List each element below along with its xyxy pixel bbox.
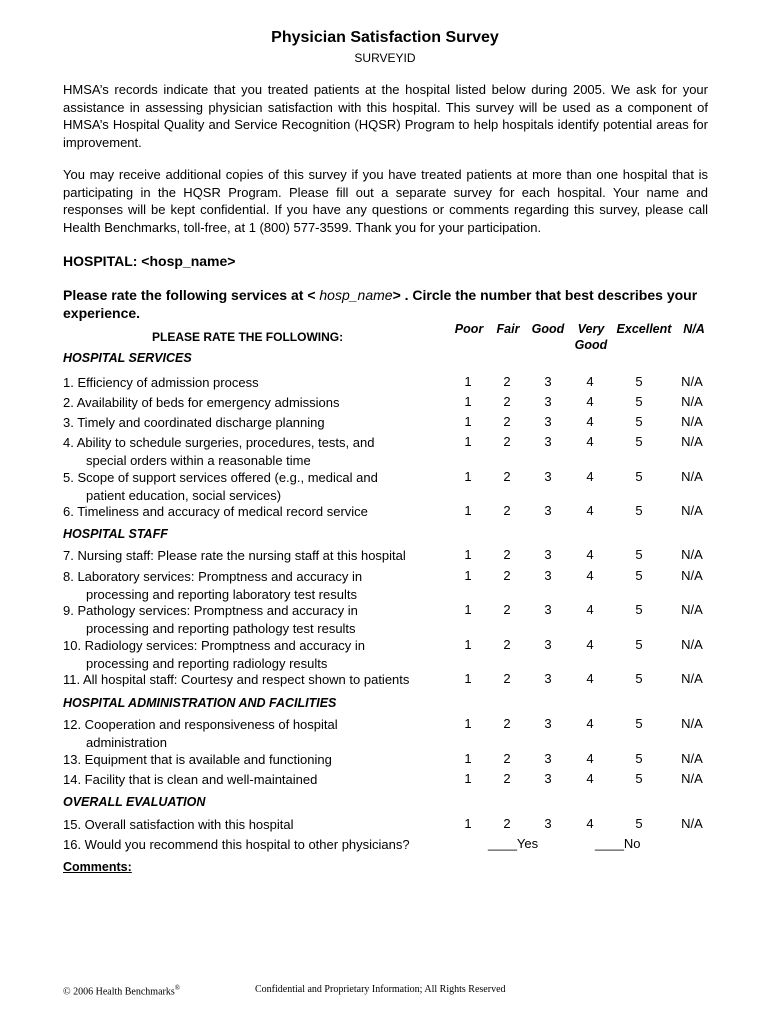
question-text — [63, 374, 448, 392]
rating-option[interactable]: 2 — [503, 771, 511, 786]
rating-option[interactable]: 5 — [635, 374, 643, 389]
rating-option[interactable]: 3 — [544, 568, 552, 583]
rating-option[interactable]: 2 — [503, 547, 511, 562]
rating-option[interactable]: 1 — [464, 716, 472, 731]
rating-option[interactable]: N/A — [681, 751, 703, 766]
rating-option[interactable]: 5 — [635, 602, 643, 617]
rating-option[interactable]: 5 — [635, 394, 643, 409]
rating-option[interactable]: 3 — [544, 503, 552, 518]
rating-option[interactable]: 3 — [544, 671, 552, 686]
rating-option[interactable]: 5 — [635, 434, 643, 449]
rating-option[interactable]: 1 — [464, 568, 472, 583]
footer-notice: Confidential and Proprietary Information; All Rights Reserved — [255, 984, 506, 995]
rating-option[interactable]: N/A — [681, 394, 703, 409]
question-continuation: processing and reporting radiology results — [86, 655, 328, 671]
rating-option[interactable]: 5 — [635, 671, 643, 686]
question-text — [63, 547, 448, 565]
rating-option[interactable]: 1 — [464, 374, 472, 389]
rating-option[interactable]: 1 — [464, 602, 472, 617]
rating-option[interactable]: 2 — [503, 503, 511, 518]
rating-option[interactable]: 4 — [586, 771, 594, 786]
rating-option[interactable]: 1 — [464, 816, 472, 831]
scale-label: Very Good — [574, 322, 608, 352]
rating-option[interactable]: 3 — [544, 816, 552, 831]
question-text — [63, 568, 448, 603]
rating-option[interactable]: 2 — [503, 394, 511, 409]
rate-header: PLEASE RATE THE FOLLOWING: — [152, 330, 344, 344]
question-continuation: special orders within a reasonable time — [86, 452, 311, 468]
question-text — [63, 771, 448, 789]
question-line: 14. Facility that is clean and well-maintained — [63, 772, 318, 787]
question-line: 11. All hospital staff: Courtesy and respect shown to patients — [63, 672, 410, 687]
rating-option[interactable]: 4 — [586, 547, 594, 562]
rating-option[interactable]: 1 — [464, 637, 472, 652]
question-text — [63, 671, 448, 689]
rating-option[interactable]: 4 — [586, 602, 594, 617]
question-line: 5. Scope of support services offered (e.g., medical and — [63, 470, 378, 485]
rating-option[interactable]: 5 — [635, 751, 643, 766]
rating-option[interactable]: 3 — [544, 469, 552, 484]
question-continuation: processing and reporting pathology test results — [86, 620, 356, 636]
rating-option[interactable]: 3 — [544, 414, 552, 429]
rating-option[interactable]: N/A — [681, 434, 703, 449]
scale-label: Fair — [496, 322, 520, 336]
question-continuation: patient education, social services) — [86, 487, 282, 503]
question-line: 7. Nursing staff: Please rate the nursing staff at this hospital — [63, 548, 406, 563]
rating-option[interactable]: 4 — [586, 568, 594, 583]
section-heading: OVERALL EVALUATION — [63, 795, 206, 809]
rating-option[interactable]: 1 — [464, 469, 472, 484]
registered-mark: ® — [174, 984, 181, 992]
rating-option[interactable]: N/A — [681, 637, 703, 652]
question-continuation: processing and reporting laboratory test results — [86, 586, 357, 602]
rating-option[interactable]: 3 — [544, 602, 552, 617]
rating-option[interactable]: 4 — [586, 434, 594, 449]
rating-option[interactable]: N/A — [681, 716, 703, 731]
rating-option[interactable]: 2 — [503, 751, 511, 766]
rating-option[interactable]: 5 — [635, 637, 643, 652]
instruction-after: > . Circle the number that best describes your experience. — [63, 287, 698, 321]
rating-option[interactable]: 4 — [586, 816, 594, 831]
rating-option[interactable]: 5 — [635, 568, 643, 583]
rating-option[interactable]: 2 — [503, 434, 511, 449]
rating-option[interactable]: 1 — [464, 394, 472, 409]
rating-option[interactable]: 3 — [544, 434, 552, 449]
rating-instruction — [63, 287, 723, 322]
question-continuation: administration — [86, 734, 167, 750]
rating-option[interactable]: 1 — [464, 414, 472, 429]
rating-option[interactable]: 5 — [635, 716, 643, 731]
rating-option[interactable]: 2 — [503, 602, 511, 617]
rating-option[interactable]: 4 — [586, 414, 594, 429]
question-line: 8. Laboratory services: Promptness and accuracy in — [63, 569, 363, 584]
rating-option[interactable]: 2 — [503, 374, 511, 389]
rating-option[interactable]: 4 — [586, 637, 594, 652]
rating-option[interactable]: 3 — [544, 374, 552, 389]
question-line: 15. Overall satisfaction with this hospital — [63, 817, 294, 832]
rating-option[interactable]: 1 — [464, 771, 472, 786]
section-heading: HOSPITAL STAFF — [63, 527, 168, 541]
rating-option[interactable]: 3 — [544, 771, 552, 786]
rating-option[interactable]: 3 — [544, 394, 552, 409]
rating-option[interactable]: 4 — [586, 374, 594, 389]
scale-label: Poor — [454, 322, 484, 336]
rating-option[interactable]: 2 — [503, 414, 511, 429]
question-text — [63, 469, 448, 504]
page-title: Physician Satisfaction Survey — [271, 29, 499, 46]
hospital-placeholder: hosp_name — [319, 287, 393, 303]
rating-option[interactable]: 3 — [544, 716, 552, 731]
question-text — [63, 503, 448, 521]
rating-option[interactable]: 4 — [586, 503, 594, 518]
rating-option[interactable]: 1 — [464, 671, 472, 686]
question-text — [63, 637, 448, 672]
rating-option[interactable]: 4 — [586, 751, 594, 766]
rating-option[interactable]: 1 — [464, 503, 472, 518]
rating-option[interactable]: 2 — [503, 568, 511, 583]
question-line: 13. Equipment that is available and functioning — [63, 752, 332, 767]
rating-option[interactable]: 4 — [586, 469, 594, 484]
question-text — [63, 751, 448, 769]
question-text — [63, 434, 448, 469]
question-line: 4. Ability to schedule surgeries, procedures, tests, and — [63, 435, 375, 450]
question-line: 10. Radiology services: Promptness and accuracy in — [63, 638, 366, 653]
rating-option[interactable]: N/A — [681, 414, 703, 429]
rating-option[interactable]: 3 — [544, 637, 552, 652]
scale-label: Good — [531, 322, 565, 336]
rating-option[interactable]: 1 — [464, 547, 472, 562]
question-line: 3. Timely and coordinated discharge planning — [63, 415, 325, 430]
scale-label: Excellent — [616, 322, 672, 336]
question-line: 2. Availability of beds for emergency admissions — [63, 395, 340, 410]
question-text — [63, 716, 448, 751]
hospital-line: HOSPITAL: <hosp_name> — [63, 253, 236, 269]
rating-option[interactable]: 4 — [586, 671, 594, 686]
question-text — [63, 394, 448, 412]
section-heading: HOSPITAL ADMINISTRATION AND FACILITIES — [63, 696, 337, 710]
question-line: 1. Efficiency of admission process — [63, 375, 259, 390]
footer-copyright: © 2006 Health Benchmarks® — [63, 984, 181, 998]
rating-option[interactable]: N/A — [681, 816, 703, 831]
rating-option[interactable]: 5 — [635, 547, 643, 562]
rating-option[interactable]: 5 — [635, 816, 643, 831]
rating-option[interactable]: 1 — [464, 751, 472, 766]
rating-option[interactable]: 5 — [635, 469, 643, 484]
comments-label: Comments: — [63, 860, 132, 874]
intro-paragraph-2: You may receive additional copies of this survey if you have treated patients at more than one hospital that is participating in the HQSR Program. Please fill out a separate survey for each hospital. Your name and responses will be kept confidential. If you have any questions or comments regarding this survey, please call Health Benchmarks, toll-free, at 1 (800) 577-3599. Thank you for your participation. — [63, 167, 708, 235]
rating-option[interactable]: 2 — [503, 671, 511, 686]
rating-option[interactable]: 2 — [503, 716, 511, 731]
intro-paragraph-1: HMSA’s records indicate that you treated patients at the hospital listed below during 2005. We ask for your assistance in assessing physician satisfaction with this hospital. This survey will be used as a component of HMSA’s Hospital Quality and Service Recognition (HQSR) Program to help hospitals identify potential areas for improvement. — [63, 82, 708, 150]
recommend-yes-option[interactable]: ____Yes — [488, 836, 539, 851]
section-heading: HOSPITAL SERVICES — [63, 351, 192, 365]
question-text — [63, 816, 448, 834]
question-line: 12. Cooperation and responsiveness of hospital — [63, 717, 338, 732]
scale-label: N/A — [683, 322, 705, 336]
rating-option[interactable]: 3 — [544, 751, 552, 766]
rating-option[interactable]: 4 — [586, 716, 594, 731]
rating-option[interactable]: N/A — [681, 547, 703, 562]
rating-option[interactable]: N/A — [681, 374, 703, 389]
instruction-before: Please rate the following services at < — [63, 287, 320, 303]
survey-id: SURVEYID — [354, 51, 416, 65]
rating-option[interactable]: N/A — [681, 568, 703, 583]
rating-option[interactable]: 5 — [635, 414, 643, 429]
rating-option[interactable]: 2 — [503, 637, 511, 652]
rating-option[interactable]: N/A — [681, 671, 703, 686]
rating-option[interactable]: N/A — [681, 771, 703, 786]
rating-option[interactable]: N/A — [681, 469, 703, 484]
question-line: 9. Pathology services: Promptness and accuracy in — [63, 603, 358, 618]
question-text — [63, 602, 448, 637]
rating-option[interactable]: 5 — [635, 503, 643, 518]
rating-option[interactable]: 2 — [503, 816, 511, 831]
question-text — [63, 414, 448, 432]
rating-option[interactable]: 5 — [635, 771, 643, 786]
rating-option[interactable]: 4 — [586, 394, 594, 409]
rating-option[interactable]: 3 — [544, 547, 552, 562]
recommend-no-option[interactable]: ____No — [595, 836, 641, 851]
rating-option[interactable]: 1 — [464, 434, 472, 449]
question-line: 6. Timeliness and accuracy of medical record service — [63, 504, 368, 519]
rating-option[interactable]: N/A — [681, 602, 703, 617]
rating-option[interactable]: 2 — [503, 469, 511, 484]
question-text: 16. Would you recommend this hospital to other physicians? — [63, 837, 410, 852]
rating-option[interactable]: N/A — [681, 503, 703, 518]
